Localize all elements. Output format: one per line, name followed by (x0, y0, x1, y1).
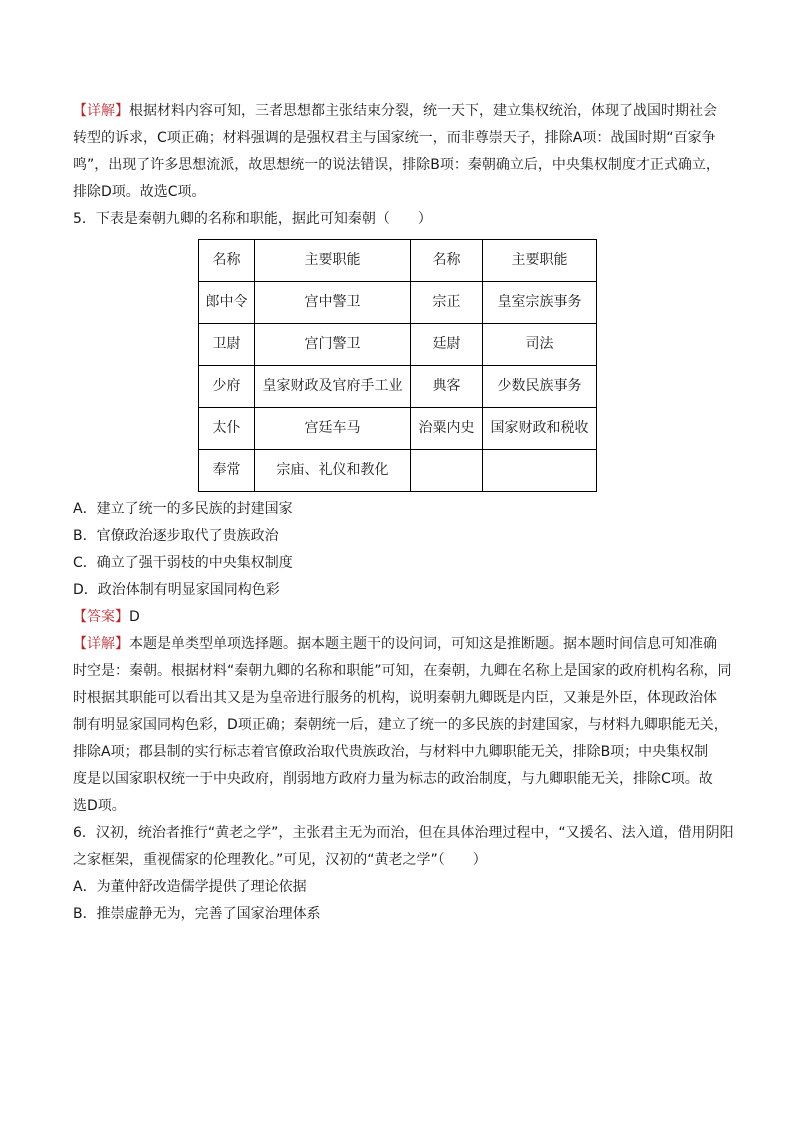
detail-paragraph-q4 (73, 98, 733, 206)
table-cell: 宫廷车马 (255, 408, 411, 450)
answer-value: D (129, 609, 140, 625)
detail-line: 【详解】本题是单类型单项选择题。据本题主题干的设问词，可知这是推断题。据本题时间信息可知准确 (73, 636, 717, 652)
table-cell: 国家财政和税收 (483, 408, 597, 450)
table-header-cell: 主要职能 (483, 240, 597, 282)
table-row (199, 282, 597, 324)
table-row (199, 366, 597, 408)
table-header-cell: 名称 (411, 240, 483, 282)
table-cell: 宗正 (411, 282, 483, 324)
table-cell: 典客 (411, 366, 483, 408)
table-cell: 少府 (199, 366, 255, 408)
table-row (199, 324, 597, 366)
table-cell: 司法 (483, 324, 597, 366)
question-line: 6．汉初，统治者推行“黄老之学”，主张君主无为而治，但在具体治理过程中，“又援名、法入道，借用阴阳 (73, 825, 734, 841)
detail-line: 【详解】根据材料内容可知，三者思想都主张结束分裂，统一天下，建立集权统治，体现了战国时期社会 (73, 103, 717, 119)
detail-tag: 【详解】 (73, 103, 129, 119)
answer-tag: 【答案】 (73, 609, 129, 625)
detail-paragraph-q5 (73, 631, 733, 820)
table-cell: 宗庙、礼仪和教化 (255, 450, 411, 492)
detail-line: 排除A项；郡县制的实行标志着官僚政治取代贵族政治，与材料中九卿职能无关，排除B项；中央集权制 (73, 744, 709, 760)
table-cell: 少数民族事务 (483, 366, 597, 408)
option-b: B．推崇虚静无为，完善了国家治理体系 (73, 906, 321, 922)
option-a: A．建立了统一的多民族的封建国家 (73, 501, 293, 517)
option-b: B．官僚政治逐步取代了贵族政治 (73, 528, 279, 544)
detail-line: 度是以国家职权统一于中央政府，削弱地方政府力量为标志的政治制度，与九卿职能无关，排除C项。故 (73, 771, 713, 787)
option-d: D．政治体制有明显家国同构色彩 (73, 582, 280, 598)
table-row (199, 450, 597, 492)
question-5-options (73, 496, 733, 604)
question-6-stem (73, 820, 733, 874)
table-cell: 奉常 (199, 450, 255, 492)
table-cell: 郎中令 (199, 282, 255, 324)
detail-line: 时根据其职能可以看出其又是为皇帝进行服务的机构，说明秦朝九卿既是内臣，又兼是外臣，体现政治体 (73, 690, 717, 706)
table-cell: 卫尉 (199, 324, 255, 366)
option-c: C．确立了强干弱枝的中央集权制度 (73, 555, 293, 571)
table-cell (411, 450, 483, 492)
option-a: A．为董仲舒改造儒学提供了理论依据 (73, 879, 307, 895)
nine-ministers-table-wrap (198, 239, 733, 492)
table-cell: 皇家财政及官府手工业 (255, 366, 411, 408)
table-row (199, 408, 597, 450)
detail-line: 时空是：秦朝。根据材料“秦朝九卿的名称和职能”可知，在秦朝，九卿在名称上是国家的政府机构名称，同 (73, 663, 732, 679)
detail-line: 鸣”，出现了许多思想流派，故思想统一的说法错误，排除B项：秦朝确立后，中央集权制度才正式确立， (73, 157, 720, 173)
table-cell: 太仆 (199, 408, 255, 450)
answer-line (73, 604, 733, 631)
table-cell (483, 450, 597, 492)
table-header-cell: 主要职能 (255, 240, 411, 282)
question-6-options (73, 874, 733, 928)
table-cell: 宫中警卫 (255, 282, 411, 324)
detail-line: 选D项。 (73, 798, 126, 814)
table-header-cell: 名称 (199, 240, 255, 282)
question-5-stem: 5．下表是秦朝九卿的名称和职能，据此可知秦朝（ ） (73, 211, 432, 227)
question-line: 之家框架，重视儒家的伦理教化。”可见，汉初的“黄老之学”（ ） (73, 852, 487, 868)
table-cell: 皇室宗族事务 (483, 282, 597, 324)
table-cell: 廷尉 (411, 324, 483, 366)
detail-tag: 【详解】 (73, 636, 129, 652)
table-cell: 宫门警卫 (255, 324, 411, 366)
detail-line: 排除D项。故选C项。 (73, 184, 206, 200)
table-header-row (199, 240, 597, 282)
detail-line: 转型的诉求，C项正确；材料强调的是强权君主与国家统一，而非尊崇天子，排除A项：战国时期“百家争 (73, 130, 716, 146)
document-content (73, 98, 733, 928)
nine-ministers-table (198, 239, 597, 492)
table-cell: 治粟内史 (411, 408, 483, 450)
detail-line: 制有明显家国同构色彩，D项正确；秦朝统一后，建立了统一的多民族的封建国家，与材料九卿职能无关， (73, 717, 728, 733)
